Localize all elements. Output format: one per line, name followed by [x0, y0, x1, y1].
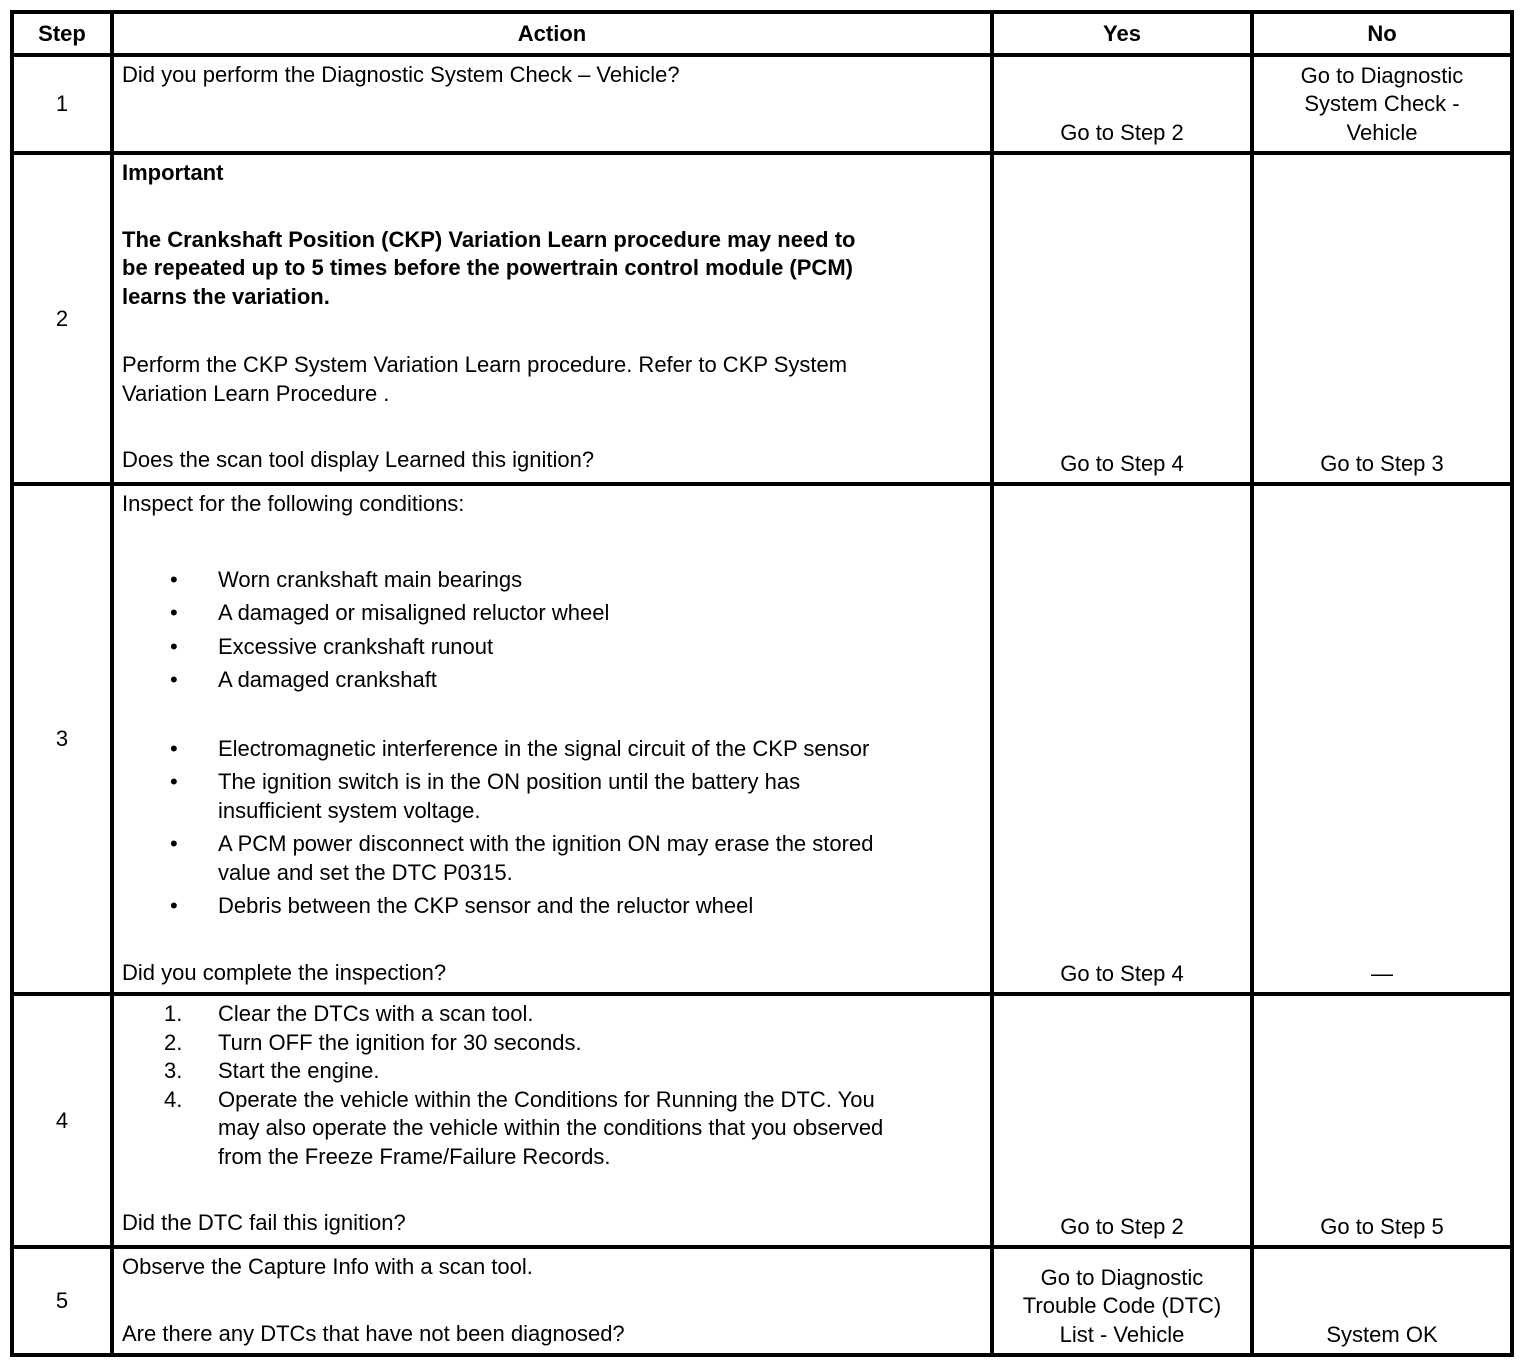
bullet-icon: •: [170, 769, 178, 794]
action-text: Observe the Capture Info with a scan tool.: [122, 1254, 533, 1279]
no-link-line[interactable]: System Check -: [1304, 91, 1460, 116]
step-number: 3: [10, 482, 114, 996]
action-text: Did you perform the Diagnostic System Check – Vehicle?: [122, 62, 680, 87]
header-step: Step: [10, 10, 114, 57]
list-item: • A damaged crankshaft: [122, 663, 982, 697]
numbered-item: 4. Operate the vehicle within the Conditions for Running the DTC. You may also operate the vehicle within the conditions that you observed from the Freeze Frame/Failure Records.: [164, 1086, 884, 1169]
bullet-icon: •: [170, 735, 178, 761]
list-item: • The ignition switch is in the ON position until the battery has insufficient system voltage.: [170, 769, 801, 823]
action-cell: [110, 992, 994, 1249]
no-link-line[interactable]: Vehicle: [1346, 119, 1418, 145]
step-number: 1: [10, 53, 114, 155]
action-cell: [110, 53, 994, 155]
yes-cell: [990, 53, 1254, 155]
question-text: Did the DTC fail this ignition?: [122, 1210, 406, 1235]
list-item: • A PCM power disconnect with the ignition ON may erase the stored value and set the DTC P0315.: [170, 831, 874, 885]
step-number: 5: [10, 1245, 114, 1357]
yes-link-line[interactable]: Trouble Code (DTC): [1022, 1293, 1222, 1318]
bullet-icon: •: [170, 831, 178, 856]
question-text: Does the scan tool display Learned this ignition?: [122, 447, 595, 472]
action-cell: [110, 1245, 994, 1357]
action-cell: [110, 151, 994, 486]
header-yes: Yes: [990, 10, 1254, 57]
header-no: No: [1250, 10, 1514, 57]
yes-link-line[interactable]: Go to Diagnostic: [1040, 1264, 1204, 1290]
no-link[interactable]: Go to Step 3: [1320, 450, 1444, 476]
yes-link[interactable]: Go to Step 2: [1060, 119, 1184, 145]
bullet-icon: •: [170, 600, 178, 625]
yes-link[interactable]: Go to Step 2: [1060, 1213, 1184, 1239]
yes-cell: [990, 1245, 1254, 1357]
step-number: 2: [10, 151, 114, 486]
yes-cell: [990, 992, 1254, 1249]
intro-text: Inspect for the following conditions:: [122, 491, 465, 516]
no-cell: [1250, 151, 1514, 486]
list-item: • Worn crankshaft main bearings: [122, 563, 982, 597]
bullet-icon: •: [170, 633, 178, 659]
list-item: • A damaged or misaligned reluctor wheel: [122, 596, 982, 630]
bullet-icon: •: [170, 893, 178, 918]
perform-line: Perform the CKP System Variation Learn procedure. Refer to CKP System: [122, 352, 848, 377]
question-text: Are there any DTCs that have not been diagnosed?: [122, 1320, 625, 1346]
header-action: Action: [110, 10, 994, 57]
yes-cell: [990, 482, 1254, 996]
yes-cell: [990, 151, 1254, 486]
no-cell: [1250, 482, 1514, 996]
no-dash: —: [1371, 960, 1393, 986]
no-cell: [1250, 53, 1514, 155]
perform-line: Variation Learn Procedure .: [122, 380, 390, 406]
action-cell: [110, 482, 994, 996]
numbered-item: 3. Start the engine.: [164, 1058, 380, 1083]
step-number: 4: [10, 992, 114, 1249]
list-item: • Debris between the CKP sensor and the reluctor wheel: [122, 892, 982, 921]
important-heading: Important: [122, 160, 224, 185]
question-text: Did you complete the inspection?: [122, 959, 447, 985]
list-item: • Electromagnetic interference in the signal circuit of the CKP sensor: [122, 735, 982, 764]
yes-link[interactable]: Go to Step 4: [1060, 960, 1184, 986]
important-line: be repeated up to 5 times before the powertrain control module (PCM): [122, 255, 853, 280]
numbered-item: 2. Turn OFF the ignition for 30 seconds.: [164, 1029, 582, 1055]
bullet-icon: •: [170, 667, 178, 692]
no-link-line[interactable]: Go to Diagnostic: [1300, 62, 1464, 88]
no-result: System OK: [1326, 1321, 1438, 1347]
yes-link[interactable]: Go to Step 4: [1060, 450, 1184, 476]
no-link[interactable]: Go to Step 5: [1320, 1213, 1444, 1239]
no-cell: [1250, 1245, 1514, 1357]
bullet-icon: •: [170, 566, 178, 592]
yes-link-line[interactable]: List - Vehicle: [1059, 1321, 1185, 1347]
list-item: • Excessive crankshaft runout: [122, 630, 982, 664]
important-line: learns the variation.: [122, 283, 330, 309]
no-cell: [1250, 992, 1514, 1249]
important-line: The Crankshaft Position (CKP) Variation Learn procedure may need to: [122, 226, 856, 252]
numbered-item: 1. Clear the DTCs with a scan tool.: [164, 1001, 534, 1026]
